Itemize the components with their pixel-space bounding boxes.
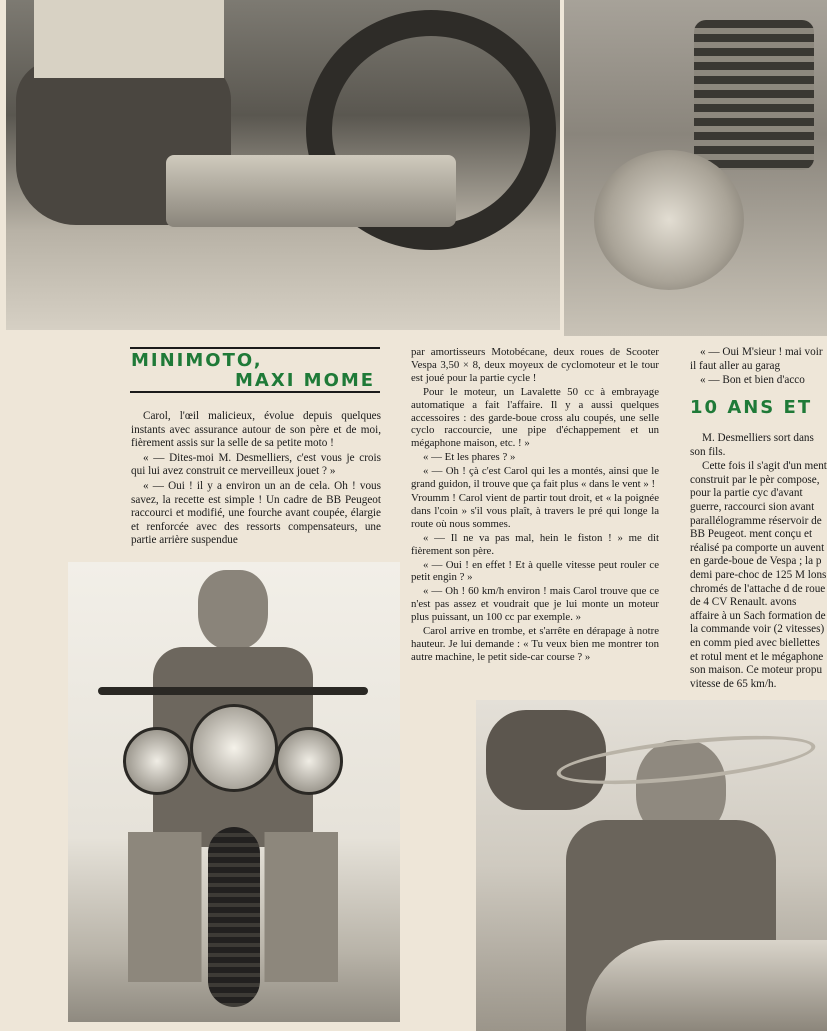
exhaust-shape <box>166 155 456 227</box>
subheading: 10 ANS ET <box>690 397 813 418</box>
paragraph: « — Oh ! 60 km/h environ ! mais Carol trouve que ce n'est pas assez et voudrait que je lui monte un moteur plus puissant, un 100 cc par exemple. » <box>411 585 659 624</box>
paragraph: M. Desmelliers sort dans son fils. <box>690 432 814 458</box>
fairing-shape <box>586 940 827 1031</box>
article-column-1 <box>131 410 381 549</box>
paragraph: Vroumm ! Carol vient de partir tout droit, et « la poignée dans l'coin » s'il vous plaît, à travers le pré qui longe la route où nous sommes. <box>411 491 659 530</box>
paragraph: « — Dites-moi M. Desmelliers, c'est vous je crois qui lui avez construit ce merveilleux jouet ? » <box>131 451 381 478</box>
headlight-left-shape <box>123 727 191 795</box>
trouser-shape <box>34 0 224 78</box>
paragraph: Pour le moteur, un Lavalette 50 cc à embrayage automatique a fait l'affaire. Il y a aussi quelques accessoires : des garde-boue cross alu coupés, une selle cyclo raccourcie, une pipe d'échappement et un mégaphone maison, etc. ! » <box>411 385 659 450</box>
paragraph: Carol, l'œil malicieux, évolue depuis quelques instants avec assurance autour de son père et de moi, fièrement assis sur la selle de sa petite moto ! <box>131 410 381 450</box>
headline-line2: MAXI MOME <box>235 370 376 391</box>
headline-rule-top <box>130 347 380 349</box>
photo-boy-minimoto <box>68 562 400 1022</box>
paragraph: « — Oh ! çà c'est Carol qui les a montés, ainsi que le grand guidon, il trouve que ça fait plus « dans le vent » ! <box>411 465 659 491</box>
headlight-center-shape <box>190 704 278 792</box>
cylinder-shape <box>694 20 814 170</box>
paragraph: « — Oui ! il y a environ un an de cela. Oh ! vous savez, la recette est simple ! Un cadre de BB Peugeot raccourci et modifié, une fourche avant coupée, élargie et renforcée avec des ressorts compensateurs, une partie arrière suspendue <box>131 479 381 547</box>
article-column-3-top <box>690 346 827 386</box>
paragraph: par amortisseurs Motobécane, deux roues de Scooter Vespa 3,50 × 8, deux moyeux de cyclomoteur et le tour est joué pour la partie cycle ! <box>411 346 659 384</box>
paragraph: « — Bon et bien d'acco <box>700 374 805 386</box>
paragraph: « — Et les phares ? » <box>423 451 516 464</box>
boy-head-shape <box>198 570 268 650</box>
paragraph: « — Oui ! en effet ! Et à quelle vitesse peut rouler ce petit engin ? » <box>411 558 659 584</box>
paragraph: Carol arrive en trombe, et s'arrête en dérapage à notre hauteur. Je lui demande : « Tu veux bien me montrer ton autre machine, le petit side-car course ? » <box>411 625 659 663</box>
paragraph: « — Oui M'sieur ! mai voir il faut aller au garag <box>690 346 823 372</box>
photo-engine <box>564 0 827 336</box>
article-column-3-bottom <box>690 432 827 712</box>
photo-boot-exhaust <box>6 0 560 330</box>
photo-boy-sidecar <box>476 700 827 1031</box>
handlebar-shape <box>98 687 368 695</box>
paragraph: Cette fois il s'agit d'un ment construit par le pèr compose, pour la partie cyc d'avant guerre, raccourci sion avant parallélogramme réservoir de BB Peugeot. ment conçu et réalisé pa comporte un auvent en garde-boue de Vespa ; la p demi pare-choc de 125 M lons chromés de l'attache d de roue de 4 CV Renault. avons affaire à un Sach formation de la commande voir (2 vitesses) en comm pied avec biellettes et rotul ment et le mégaphone son maison. Ce moteur propu vitesse de 65 km/h. <box>690 460 827 690</box>
paragraph: « — Il ne va pas mal, hein le fiston ! » me dit fièrement son père. <box>411 531 659 557</box>
headline-line1: MINIMOTO, <box>131 350 263 371</box>
headline-rule-bottom <box>130 391 380 393</box>
article-column-2 <box>411 346 659 665</box>
crankcase-shape <box>594 150 744 290</box>
boy-legs-shape <box>128 832 338 982</box>
headlight-right-shape <box>275 727 343 795</box>
